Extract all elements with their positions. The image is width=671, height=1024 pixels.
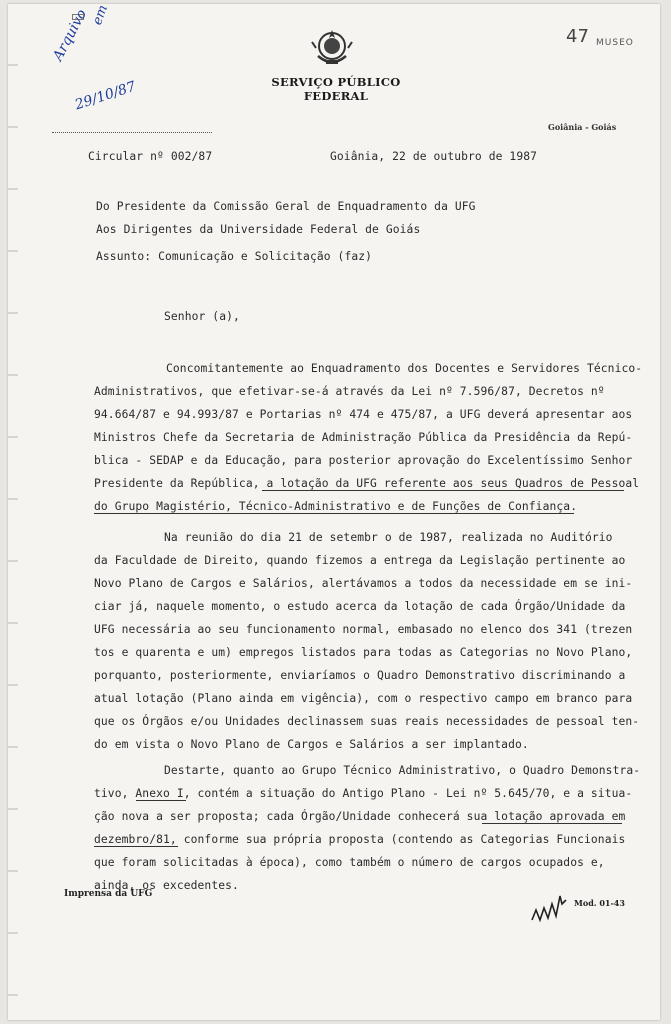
paragraph-line: porquanto, posteriormente, enviaríamos o Quadro Demonstrativo discriminando a [94, 669, 626, 682]
paragraph-line: tos e quarenta e um) empregos listados para todas as Categorias no Novo Plano, [94, 646, 633, 659]
paragraph-line: que os Órgãos e/ou Unidades declinassem suas reais necessidades de pessoal ten- [94, 715, 640, 728]
paragraph-line: da Faculdade de Direito, quando fizemos a entrega da Legislação pertinente ao [94, 554, 626, 567]
paragraph-line: Administrativos, que efetivar-se-á através da Lei nº 7.596/87, Decretos nº [94, 385, 605, 398]
paragraph-line: ainda, os excedentes. [94, 879, 239, 892]
circular-number: Circular nº 002/87 [88, 150, 213, 163]
header-city: Goiânia - Goiás [548, 122, 617, 132]
paragraph-line: Novo Plano de Cargos e Salários, alertávamos a todos da necessidade em se ini- [94, 577, 633, 590]
header-title: SERVIÇO PÚBLICO FEDERAL [271, 75, 401, 103]
scan-edge [8, 4, 18, 1020]
coat-of-arms-icon [310, 26, 354, 70]
underline-mark [94, 846, 178, 847]
paragraph-line: tivo, Anexo I, contém a situação do Antigo Plano - Lei nº 5.645/70, e a situa- [94, 787, 633, 800]
handwritten-date: 29/10/87 [73, 78, 138, 114]
paragraph-line: Destarte, quanto ao Grupo Técnico Administrativo, o Quadro Demonstra- [164, 764, 641, 777]
paragraph-line: do em vista o Novo Plano de Cargos e Salários a ser implantado. [94, 738, 529, 751]
page-stamp-label: MUSEO [596, 38, 634, 48]
paragraph-line: do Grupo Magistério, Técnico-Administrativo e de Funções de Confiança. [94, 500, 578, 513]
underline-mark [94, 513, 574, 514]
underline-mark [262, 490, 624, 491]
document-page [8, 4, 660, 1020]
paragraph-line: dezembro/81, conforme sua própria proposta (contendo as Categorias Funcionais [94, 833, 626, 846]
paragraph-line: Presidente da República, a lotação da UFG referente aos seus Quadros de Pessoal [94, 477, 640, 490]
subject-line: Assunto: Comunicação e Solicitação (faz) [96, 250, 373, 263]
paragraph-line: ciar já, naquele momento, o estudo acerca da lotação de cada Órgão/Unidade da [94, 600, 626, 613]
paragraph-line: UFG necessária ao seu funcionamento normal, embasado no elenco dos 341 (trezen [94, 623, 633, 636]
paragraph-line: que foram solicitadas à época), como também o número de cargos ocupados e, [94, 856, 605, 869]
salutation: Senhor (a), [164, 310, 240, 323]
paragraph-line: Concomitantemente ao Enquadramento dos Docentes e Servidores Técnico- [166, 362, 643, 375]
handwritten-note: em [90, 3, 111, 28]
paragraph-line: atual lotação (Plano ainda em vigência), com o respectivo campo em branco para [94, 692, 633, 705]
underline-mark [482, 823, 622, 824]
paragraph-line: 94.664/87 e 94.993/87 e Portarias nº 474 e 475/87, a UFG deverá apresentar aos [94, 408, 633, 421]
handwritten-note: Arquivo [50, 6, 91, 64]
recipient-line: Aos Dirigentes da Universidade Federal de Goiás [96, 223, 421, 236]
paragraph-line: blica - SEDAP e da Educação, para posterior aprovação do Excelentíssimo Senhor [94, 454, 633, 467]
document-date: Goiânia, 22 de outubro de 1987 [330, 150, 538, 163]
footer-model: Mod. 01-43 [574, 898, 625, 908]
paragraph-line: Ministros Chefe da Secretaria de Administração Pública da Presidência da Repú- [94, 431, 633, 444]
page-number: 47 [566, 26, 589, 47]
paragraph-line: ção nova a ser proposta; cada Órgão/Unidade conhecerá sua lotação aprovada em [94, 810, 626, 823]
underline-mark [136, 800, 186, 801]
sender-line: Do Presidente da Comissão Geral de Enquadramento da UFG [96, 200, 476, 213]
paragraph-line: Na reunião do dia 21 de setembr o de 1987, realizada no Auditório [164, 531, 613, 544]
dotted-divider [52, 132, 212, 133]
footer-press: Imprensa da UFG [64, 889, 153, 899]
